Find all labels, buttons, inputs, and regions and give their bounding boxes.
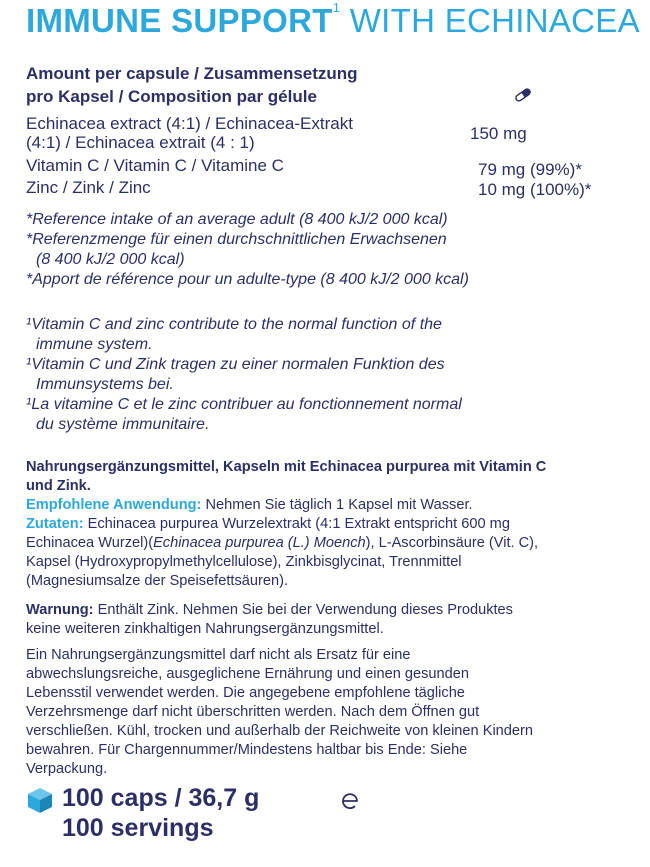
warning-text: Enthält Zink. Nehmen Sie bei der Verwendung dieses Produktes <box>93 602 513 618</box>
title-bold: IMMUNE SUPPORT <box>26 2 333 39</box>
notice-line: abwechslungsreiche, ausgeglichene Ernährung und einen gesunden <box>26 666 470 682</box>
ingredients-latin-name: Echinacea purpurea (L.) Moench <box>153 535 366 551</box>
product-type-cont: und Zink. <box>26 478 91 494</box>
warning-label: Warnung: <box>26 602 94 618</box>
nutrient-value: 79 mg (99%)* <box>478 160 582 179</box>
nutrient-name: Zinc / Zink / Zinc <box>26 178 151 197</box>
title-footnote-mark: 1 <box>332 0 341 15</box>
claim-en: ¹Vitamin C and zinc contribute to the normal function of the <box>26 316 442 333</box>
reference-fr: *Apport de référence pour un adulte-type (8 400 kJ/2 000 kcal) <box>26 271 469 288</box>
capsule-icon <box>512 88 534 102</box>
nutrient-name: Echinacea extract (4:1) / Echinacea-Extrakt <box>26 114 353 133</box>
reference-en: *Reference intake of an average adult (8 400 kJ/2 000 kcal) <box>26 211 448 228</box>
estimated-sign-icon <box>339 790 361 812</box>
nutrient-value: 150 mg <box>470 124 527 143</box>
notice-line: bewahren. Für Chargennummer/Mindestens haltbar bis Ende: Siehe <box>26 742 468 758</box>
reference-intake-note <box>26 210 626 290</box>
claim-de-cont: Immunsystems bei. <box>36 376 174 393</box>
ingredients-line <box>26 515 636 534</box>
claim-fr: ¹La vitamine C et le zinc contribuer au fonctionnement normal <box>26 396 462 413</box>
notice-line: Verpackung. <box>26 761 108 777</box>
notice-line: Lebensstil verwendet werden. Die angegebene empfohlene tägliche <box>26 685 465 701</box>
composition-header-line2: pro Kapsel / Composition par gélule <box>26 87 317 106</box>
notice-line: Ein Nahrungsergänzungsmittel darf nicht als Ersatz für eine <box>26 647 411 663</box>
nutrient-value: 10 mg (100%)* <box>478 180 592 199</box>
claim-en-cont: immune system. <box>36 336 153 353</box>
nutrient-name-cont: (4:1) / Echinacea extrait (4 : 1) <box>26 133 255 152</box>
package-servings: 100 servings <box>62 814 214 842</box>
ingredients-line-2 <box>26 534 636 553</box>
reference-de: *Referenzmenge für einen durchschnittlichen Erwachsenen <box>26 231 447 248</box>
notice-line: verschließen. Kühl, trocken und außerhalb der Reichweite von kleinen Kindern <box>26 723 534 739</box>
usage-label: Empfohlene Anwendung: <box>26 497 202 513</box>
claim-fr-cont: du système immunitaire. <box>36 416 210 433</box>
warning-line-2: keine weiteren zinkhaltigen Nahrungsergänzungsmittel. <box>26 621 384 637</box>
box-icon <box>26 786 54 814</box>
composition-header <box>26 62 506 108</box>
notice-line: Verzehrsmenge darf nicht überschritten werden. Nach dem Öffnen gut <box>26 704 480 720</box>
title-light: WITH ECHINACEA <box>340 2 640 39</box>
usage-line <box>26 496 636 515</box>
reference-de-cont: (8 400 kJ/2 000 kcal) <box>36 251 185 268</box>
ingredients-text: Echinacea Wurzel)( <box>26 535 154 551</box>
composition-header-line1: Amount per capsule / Zusammensetzung <box>26 64 358 83</box>
notice-block <box>26 646 636 779</box>
nutrient-name: Vitamin C / Vitamin C / Vitamine C <box>26 156 284 175</box>
warning-line <box>26 601 636 620</box>
ingredients-text: ), L-Ascorbinsäure (Vit. C), <box>365 535 539 551</box>
warning-block <box>26 601 636 639</box>
health-claims <box>26 315 626 435</box>
claim-de: ¹Vitamin C und Zink tragen zu einer normalen Funktion des <box>26 356 445 373</box>
ingredients-line-3: Kapsel (Hydroxypropylmethylcellulose), Zinkbisglycinat, Trennmittel <box>26 554 462 570</box>
ingredients-line-4: (Magnesiumsalze der Speisefettsäuren). <box>26 573 289 589</box>
package-size: 100 caps / 36,7 g <box>62 784 260 812</box>
usage-text: Nehmen Sie täglich 1 Kapsel mit Wasser. <box>201 497 473 513</box>
ingredients-label: Zutaten: <box>26 516 84 532</box>
product-type: Nahrungsergänzungsmittel, Kapseln mit Echinacea purpurea mit Vitamin C <box>26 459 547 475</box>
product-description <box>26 458 636 591</box>
ingredients-text: Echinacea purpurea Wurzelextrakt (4:1 Extrakt entspricht 600 mg <box>83 516 510 532</box>
product-title <box>26 2 646 40</box>
